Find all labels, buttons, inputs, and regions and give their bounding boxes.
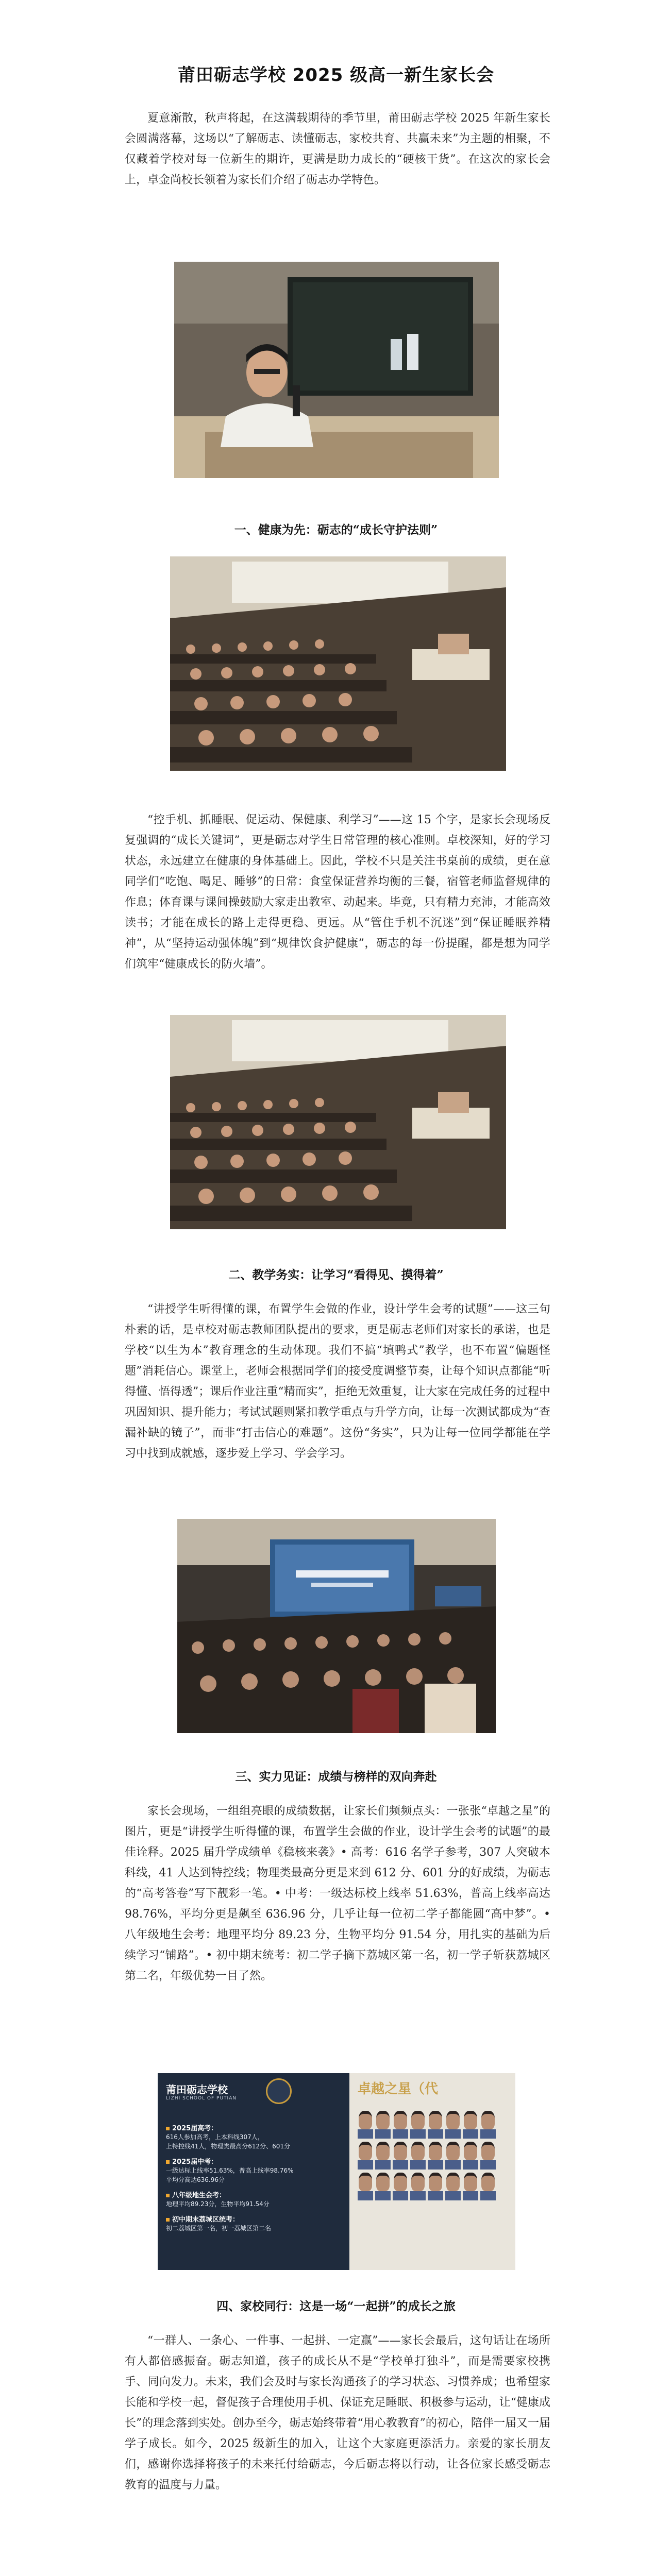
student-portrait	[358, 2142, 373, 2170]
poster-star-students-panel	[349, 2073, 515, 2270]
portrait-body	[463, 2129, 478, 2139]
poster-stat-item	[166, 2123, 341, 2151]
section-4-heading: 四、家校同行：这是一场“一起拼”的成长之旅	[216, 2299, 456, 2313]
portrait-body	[480, 2191, 496, 2200]
portrait-head	[376, 2111, 390, 2129]
portrait-body	[410, 2191, 426, 2200]
portrait-head	[429, 2173, 442, 2191]
portrait-head	[394, 2111, 407, 2129]
principal-speaking-photo	[174, 262, 499, 478]
page-title: 莆田砺志学校 2025 级高一新生家长会	[177, 65, 495, 86]
poster-stat-title: 初中期末荔城区统考：	[172, 2216, 240, 2224]
student-portrait	[375, 2142, 391, 2170]
portrait-body	[358, 2160, 373, 2170]
portrait-body	[358, 2191, 373, 2200]
poster-stat-title: 2025届高考：	[172, 2125, 218, 2132]
star-student-grid	[357, 2109, 511, 2202]
student-portrait	[428, 2142, 443, 2170]
portrait-body	[410, 2129, 426, 2139]
portrait-head	[464, 2173, 477, 2191]
poster-stat-line: 一级达标上线率51.63%，普高上线率98.76%	[166, 2167, 294, 2174]
student-portrait	[445, 2142, 461, 2170]
student-portrait	[410, 2111, 426, 2139]
section-3-heading: 三、实力见证：成绩与榜样的双向奔赴	[235, 1770, 437, 1784]
portrait-head	[429, 2142, 442, 2160]
section-1-heading: 一、健康为先：砺志的“成长守护法则”	[234, 523, 438, 537]
student-portrait	[375, 2111, 391, 2139]
student-portrait	[480, 2173, 496, 2200]
poster-stats-panel	[158, 2073, 349, 2270]
student-portrait	[393, 2173, 408, 2200]
portrait-body	[445, 2191, 461, 2200]
student-portrait	[393, 2142, 408, 2170]
portrait-head	[394, 2142, 407, 2160]
poster-stat-line: 初二荔城区第一名，初一荔城区第二名	[166, 2225, 272, 2232]
presentation-photo	[177, 1519, 496, 1733]
portrait-head	[376, 2173, 390, 2191]
auditorium-photo-2	[170, 1015, 506, 1229]
portrait-body	[463, 2160, 478, 2170]
student-portrait	[480, 2142, 496, 2170]
poster-star-title: 卓越之星（代	[358, 2081, 439, 2097]
portrait-head	[446, 2173, 460, 2191]
portrait-body	[445, 2160, 461, 2170]
portrait-body	[375, 2160, 391, 2170]
portrait-head	[376, 2142, 390, 2160]
poster-stat-line: 平均分高达636.96分	[166, 2176, 225, 2183]
portrait-body	[358, 2129, 373, 2139]
student-portrait	[463, 2111, 478, 2139]
section-1-paragraph: “控手机、抓睡眠、促运动、保健康、利学习”——这 15 个字，是家长会现场反复强调的“成长关键词”，更是砺志对学生日常管理的核心准则。卓校深知，好的学习状态，永远建立在健康的身体基础上。因此，学校不只是关注书桌前的成绩，更在意同学们“吃饱、喝足、睡够”的日常：食堂保证营养均衡的三餐，宿管老师监督规律的作息；体育课与课间操鼓励大家走出教室、动起来。毕竟，只有精力充沛，才能高效读书；才能在成长的路上走得更稳、更远。从“管住手机不沉迷”到“保证睡眠养精神”，从“坚持运动强体魄”到“规律饮食护健康”，砺志的每一份提醒，都是想为同学们筑牢“健康成长的防火墙”。	[125, 814, 550, 971]
student-portrait	[463, 2173, 478, 2200]
portrait-body	[480, 2160, 496, 2170]
poster-stat-title: 2025届中考：	[172, 2158, 218, 2166]
portrait-head	[429, 2111, 442, 2129]
section-3-paragraph: 家长会现场，一组组亮眼的成绩数据，让家长们频频点头：一张张“卓越之星”的图片，更是“讲授学生听得懂的课，布置学生会做的作业，设计学生会考的试题”的最佳诠释。2025 届升学成绩单《稳核来袭》• 高考：616 名学子参考，307 人突破本科线，41 人达到特控线；物理类最高分更是来到 612 分、601 分的好成绩，为砺志的“高考答卷”写下靓彩一笔。• 中考：一级达标校上线率 51.63%，普高上线率高达 98.76%，平均分更是飙至 636.96 分，几乎让每一位初二学子都能圆“高中梦”。• 八年级地生会考：地理平均分 89.23 分，生物平均分 91.54 分，用扎实的基础为后续学习“铺路”。• 初中期末统考：初二学子摘下荔城区第一名，初一学子斩获荔城区第二名，年级优势一目了然。	[125, 1805, 550, 1982]
portrait-head	[481, 2173, 495, 2191]
poster-stat-line: 上特控线41人，物理类最高分612分、601分	[166, 2143, 291, 2150]
bullet-icon	[166, 2127, 170, 2130]
portrait-head	[411, 2173, 425, 2191]
student-portrait	[410, 2173, 426, 2200]
portrait-head	[446, 2111, 460, 2129]
student-portrait	[428, 2111, 443, 2139]
portrait-head	[464, 2142, 477, 2160]
portrait-head	[394, 2173, 407, 2191]
portrait-body	[393, 2191, 408, 2200]
portrait-head	[481, 2111, 495, 2129]
section-4-paragraph: “一群人、一条心、一件事、一起拼、一定赢”——家长会最后，这句话让在场所有人都倍感振奋。砺志知道，孩子的成长从不是“学校单打独斗”，而是需要家校携手、同向发力。未来，我们会及时与家长沟通孩子的学习状态、习惯养成；也希望家长能和学校一起，督促孩子合理使用手机、保证充足睡眠、积极参与运动，让“健康成长”的理念落到实处。创办至今，砺志始终带着“用心教教育”的初心，陪伴一届又一届学子成长。如今，2025 级新生的加入，让这个大家庭更添活力。亲爱的家长朋友们，感谢你选择将孩子的未来托付给砺志，今后砺志将以行动，让各位家长感受砺志教育的温度与力量。	[125, 2334, 550, 2492]
bullet-icon	[166, 2194, 170, 2197]
bullet-icon	[166, 2218, 170, 2222]
section-2-heading: 二、教学务实：让学习“看得见、摸得着”	[228, 1268, 444, 1282]
portrait-body	[393, 2160, 408, 2170]
portrait-head	[359, 2111, 372, 2129]
portrait-body	[375, 2129, 391, 2139]
poster-stat-title: 八年级地生会考：	[172, 2192, 226, 2199]
portrait-head	[481, 2142, 495, 2160]
student-portrait	[358, 2111, 373, 2139]
portrait-body	[393, 2129, 408, 2139]
portrait-body	[375, 2191, 391, 2200]
portrait-body	[428, 2129, 443, 2139]
portrait-body	[445, 2129, 461, 2139]
portrait-head	[359, 2142, 372, 2160]
portrait-head	[464, 2111, 477, 2129]
student-portrait	[463, 2142, 478, 2170]
student-portrait	[428, 2173, 443, 2200]
bullet-icon	[166, 2160, 170, 2164]
portrait-body	[428, 2191, 443, 2200]
poster-logo: 莆田砺志学校	[166, 2083, 228, 2096]
portrait-head	[446, 2142, 460, 2160]
portrait-body	[480, 2129, 496, 2139]
portrait-head	[411, 2142, 425, 2160]
portrait-body	[463, 2191, 478, 2200]
poster-logo-subtitle: LIZHI SCHOOL OF PUTIAN	[166, 2096, 237, 2101]
student-portrait	[480, 2111, 496, 2139]
student-portrait	[410, 2142, 426, 2170]
auditorium-photo-1	[170, 556, 506, 771]
student-portrait	[445, 2111, 461, 2139]
portrait-body	[428, 2160, 443, 2170]
portrait-body	[410, 2160, 426, 2170]
student-portrait	[393, 2111, 408, 2139]
poster-stat-item	[166, 2214, 341, 2233]
student-portrait	[375, 2173, 391, 2200]
portrait-head	[359, 2173, 372, 2191]
poster-stat-line: 地理平均89.23分，生物平均91.54分	[166, 2200, 270, 2208]
section-2-paragraph: “讲授学生听得懂的课，布置学生会做的作业，设计学生会考的试题”——这三句朴素的话，是卓校对砺志教师团队提出的要求，更是砺志老师们对家长的承诺，也是学校“以生为本”教育理念的生动体现。我们不搞“填鸭式”教学，也不布置“偏题怪题”消耗信心。课堂上，老师会根据同学们的接受度调整节奏，让每个知识点都能“听得懂、悟得透”；课后作业注重“精而实”，拒绝无效重复，让大家在完成任务的过程中巩固知识、提升能力；考试试题则紧扣教学重点与升学方向，让每一次测试都成为“查漏补缺的镜子”，而非“打击信心的难题”。这份“务实”，只为让每一位同学都能在学习中找到成就感，逐步爱上学习、学会学习。	[125, 1303, 550, 1460]
poster-stat-item	[166, 2190, 341, 2209]
school-emblem-icon	[266, 2078, 292, 2104]
poster-stat-line: 616人参加高考，上本科线307人，	[166, 2133, 264, 2141]
achievement-poster	[158, 2073, 515, 2270]
portrait-head	[411, 2111, 425, 2129]
student-portrait	[358, 2173, 373, 2200]
poster-stats-list	[166, 2123, 341, 2238]
poster-stat-item	[166, 2156, 341, 2184]
intro-paragraph: 夏意渐散，秋声将起，在这满载期待的季节里，莆田砺志学校 2025 年新生家长会圆满落幕，这场以“了解砺志、读懂砺志，家校共育、共赢未来”为主题的相聚，不仅藏着学校对每一位新生的期许，更满是助力成长的“硬核干货”。在这次的家长会上，卓金尚校长领着为家长们介绍了砺志办学特色。	[125, 112, 550, 187]
student-portrait	[445, 2173, 461, 2200]
